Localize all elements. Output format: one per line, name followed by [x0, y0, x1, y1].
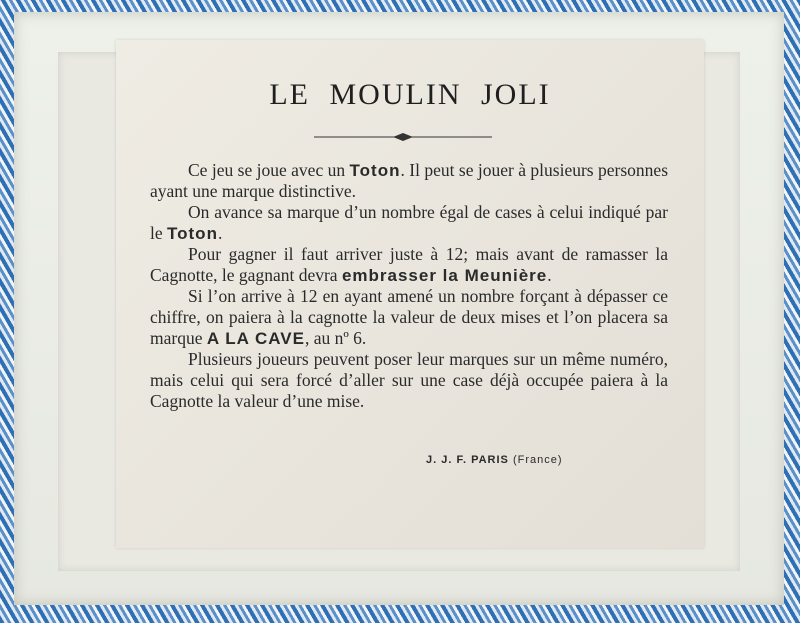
paragraph-text: .	[547, 265, 552, 285]
rules-body	[150, 160, 668, 412]
rules-paragraph	[150, 202, 668, 244]
rules-paragraph	[150, 244, 668, 286]
rules-paragraph	[150, 349, 668, 412]
publisher-signature	[426, 454, 563, 466]
ornament-divider	[314, 132, 492, 142]
paragraph-emphasis: Toton	[167, 224, 218, 243]
rules-sheet	[116, 40, 704, 548]
paragraph-text: On avance sa marque d’un nombre égal de cases à celui indiqué par le	[150, 202, 668, 243]
publisher-country: (France)	[512, 454, 563, 466]
paragraph-text: Plusieurs joueurs peuvent poser leur marques sur un même numéro, mais celui qui sera forcé d’aller sur une case déjà occupée paiera à la Cagnotte la valeur d’une mise.	[150, 349, 668, 411]
paragraph-text: Ce jeu se joue avec un	[188, 160, 350, 180]
rules-paragraph	[150, 286, 668, 349]
rules-paragraph	[150, 160, 668, 202]
paragraph-text: .	[217, 223, 223, 243]
rules-title: LE MOULIN JOLI	[269, 78, 551, 111]
paragraph-text: . Il peut se jouer à plusieurs personnes ayant une marque distinctive.	[150, 160, 668, 201]
paragraph-text: , au nº 6.	[304, 328, 367, 348]
publisher-name: J. J. F. PARIS	[426, 454, 509, 466]
paragraph-emphasis: A LA CAVE	[206, 329, 305, 348]
paragraph-text: Si l’on arrive à 12 en ayant amené un nombre forçant à dépasser ce chiffre, on paiera à la cagnotte la valeur de deux mises et l’on placera sa marque	[150, 286, 668, 348]
paragraph-text: Pour gagner il faut arriver juste à 12; mais avant de ramasser la Cagnotte, le gagnant devra	[150, 244, 668, 285]
paragraph-emphasis: embrasser la Meunière	[341, 266, 548, 285]
paragraph-emphasis: Toton	[349, 161, 401, 180]
